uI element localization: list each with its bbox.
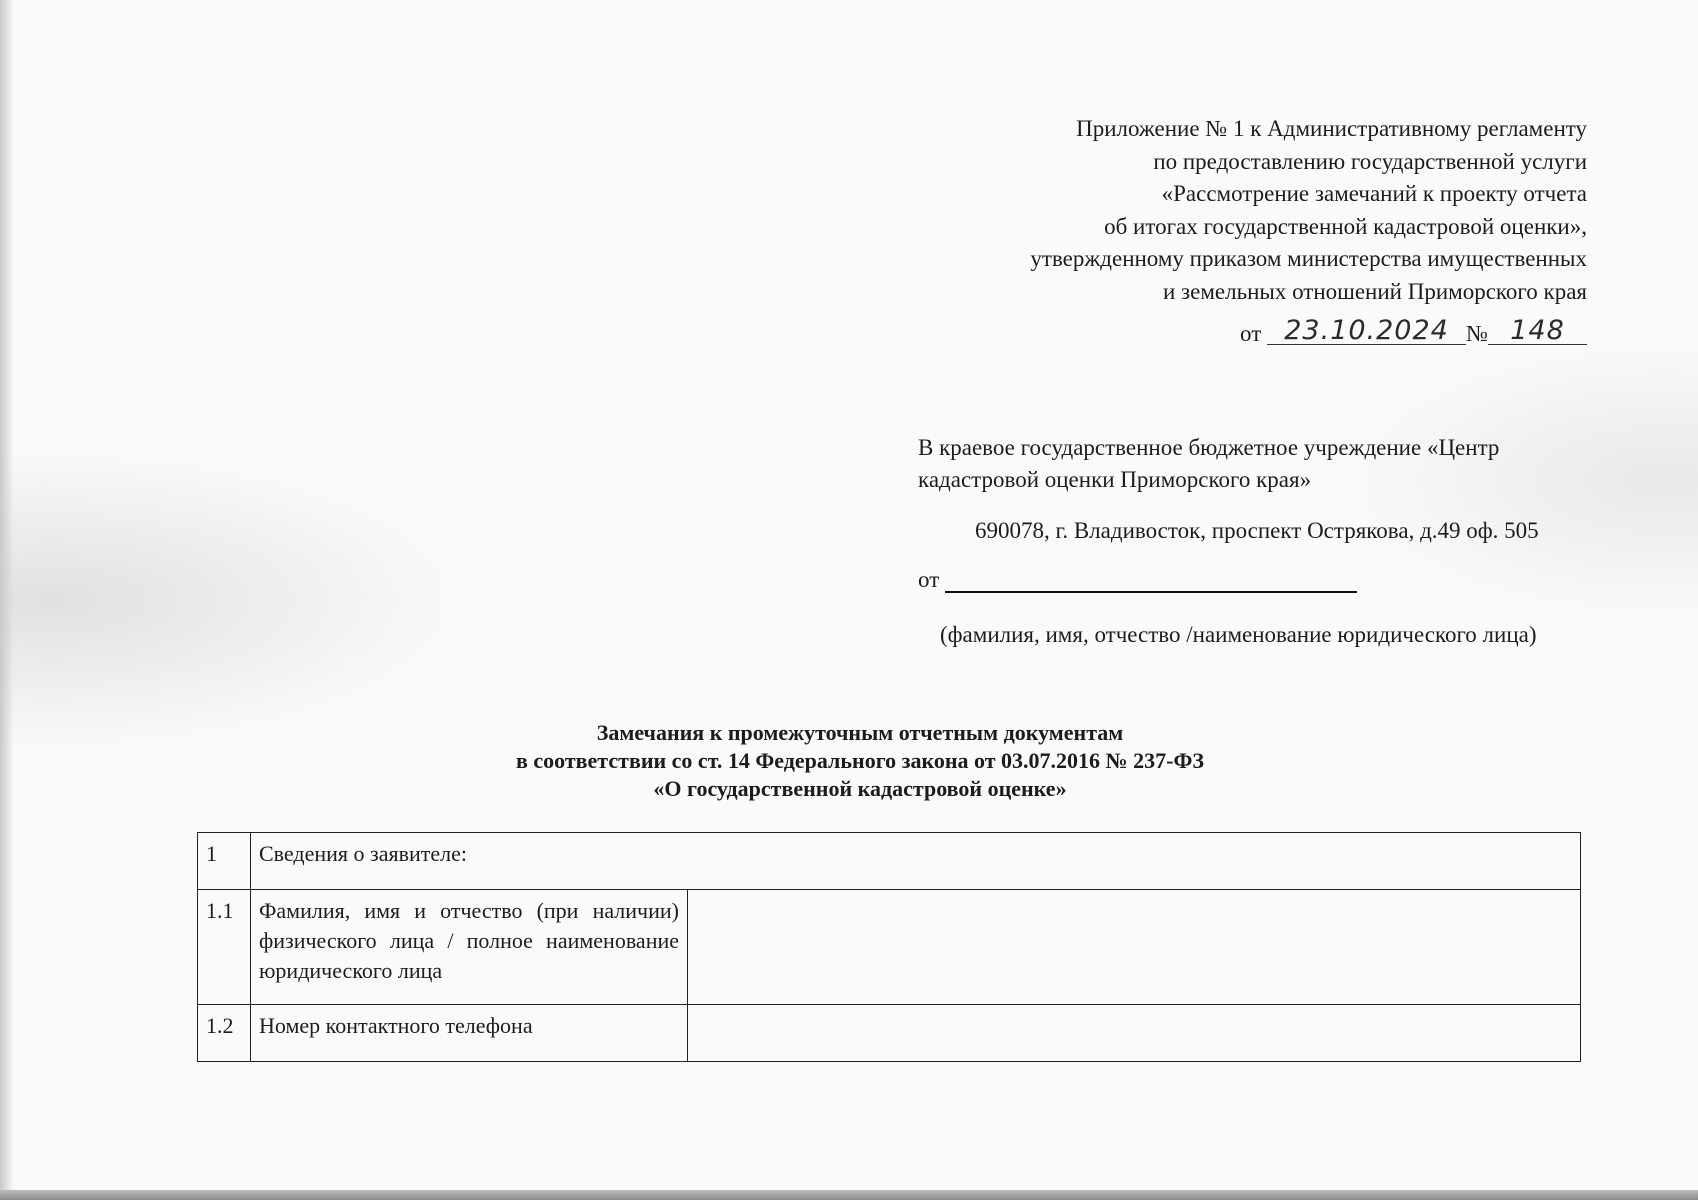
row-number: 1.1: [198, 890, 251, 1005]
order-date-handwritten: 23.10.2024: [1267, 318, 1466, 345]
recipient-address: 690078, г. Владивосток, проспект Острякова, д.49 оф. 505: [975, 518, 1539, 543]
order-reference: [1240, 315, 1587, 347]
applicant-name-blank[interactable]: [945, 569, 1357, 593]
title-line: в соответствии со ст. 14 Федерального закона от 03.07.2016 № 237-ФЗ: [515, 748, 1204, 773]
annex-line: об итогах государственной кадастровой оценки»,: [1104, 213, 1587, 239]
applicant-name-hint: (фамилия, имя, отчество /наименование юридического лица): [940, 622, 1537, 647]
order-number-label: №: [1466, 321, 1488, 346]
document-title: [360, 719, 1360, 803]
applicant-from-label: от: [918, 567, 940, 592]
scan-edge-shadow: [0, 0, 14, 1200]
row-number: 1.2: [198, 1005, 251, 1062]
annex-line: «Рассмотрение замечаний к проекту отчета: [1161, 181, 1587, 206]
applicant-from-line: [918, 567, 1357, 593]
row-label: Номер контактного телефона: [251, 1005, 688, 1062]
annex-line: утвержденному приказом министерства имущественных: [1030, 246, 1587, 271]
order-from-label: от: [1240, 321, 1262, 346]
title-line: Замечания к промежуточным отчетным документам: [596, 720, 1124, 745]
scan-bottom-edge: [0, 1190, 1698, 1200]
recipient-line: кадастровой оценки Приморского края»: [918, 467, 1312, 492]
annex-line: Приложение № 1 к Административному регламенту: [1076, 116, 1587, 141]
table-row: [198, 833, 1581, 890]
order-number-handwritten: 148: [1488, 318, 1587, 345]
annex-header: [1030, 113, 1587, 308]
title-line: «О государственной кадастровой оценке»: [653, 776, 1067, 801]
recipient-line: В краевое государственное бюджетное учреждение «Центр: [918, 435, 1500, 460]
annex-line: по предоставлению государственной услуги: [1153, 148, 1587, 174]
recipient-block: [918, 432, 1598, 496]
annex-line: и земельных отношений Приморского края: [1162, 278, 1587, 304]
row-number: 1: [198, 833, 251, 890]
applicant-name-cell[interactable]: [688, 890, 1581, 1005]
row-label: Сведения о заявителе:: [251, 833, 1581, 890]
row-label: Фамилия, имя и отчество (при наличии) физического лица / полное наименование юридического лица: [251, 890, 688, 1005]
applicant-info-table: [197, 832, 1581, 1062]
table-row: [198, 890, 1581, 1005]
table-row: [198, 1005, 1581, 1062]
phone-number-cell[interactable]: [688, 1005, 1581, 1062]
